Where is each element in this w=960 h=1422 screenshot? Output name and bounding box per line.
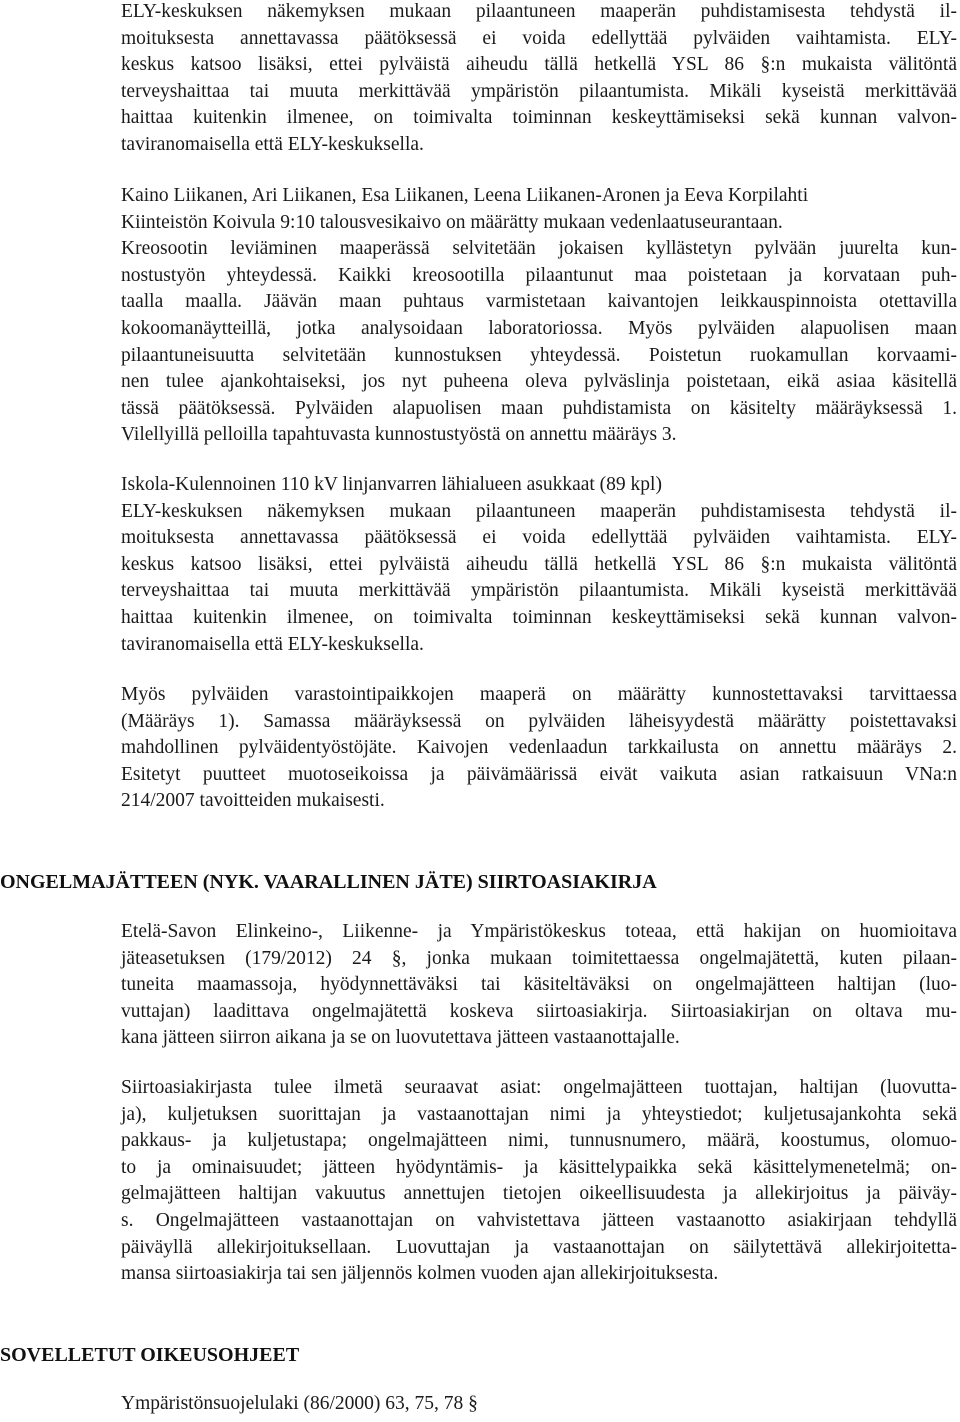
text-line: päiväyllä allekirjoituksellaan. Luovuttajan ja vastaanottajan on säilytettävä allekirjoitetta- bbox=[121, 1236, 957, 1258]
text-line: Kiinteistön Koivula 9:10 talousvesikaivo on määrätty mukaan vedenlaatuseurantaan. bbox=[121, 211, 783, 233]
paragraph-liikanen bbox=[121, 183, 957, 449]
text-line: pakkaus- ja kuljetustapa; ongelmajätteen nimi, tunnusnumero, määrä, koostumus, olomuo- bbox=[121, 1130, 957, 1152]
text-line: pilaantuneisuutta selvitetään kunnostuksen yhteydessä. Poistetun ruokamullan korvaami- bbox=[121, 344, 957, 366]
text-line: Etelä-Savon Elinkeino-, Liikenne- ja Ympäristökeskus toteaa, että hakijan on huomioitava bbox=[121, 921, 957, 942]
text-line: Myös pylväiden varastointipaikkojen maaperä on määrätty kunnostettavaksi tarvittaessa bbox=[121, 684, 957, 705]
paragraph-iskola-residents bbox=[121, 472, 957, 658]
paragraph-storage-sites bbox=[121, 682, 957, 815]
paragraph-transfer-document-contents bbox=[121, 1075, 957, 1288]
text-line: terveyshaittaa tai muuta merkittävää ympäristön pilaantumista. Mikäli kyseistä merkittävää bbox=[121, 80, 957, 102]
text-line: to ja ominaisuudet; jätteen hyödyntämis- ja käsittelypaikka sekä käsittelymenetelmä; on- bbox=[121, 1156, 957, 1178]
text-line: ja), kuljetuksen suorittajan ja vastaanottajan nimi ja yhteystiedot; kuljetusajankohta sekä bbox=[121, 1103, 957, 1125]
text-line: kana jätteen siirron aikana ja se on luovutettava jätteen vastaanottajalle. bbox=[121, 1027, 680, 1049]
text-line: haittaa kuitenkin ilmenee, on toimivalta toiminnan keskeyttämiseksi sekä kunnan valvon- bbox=[121, 606, 957, 628]
text-line: Kreosootin leviäminen maaperässä selvitetään jokaisen kyllästetyn pylvään juurelta kun- bbox=[121, 238, 957, 260]
text-line: mansa siirtoasiakirja tai sen jäljennös kolmen vuoden ajan allekirjoituksesta. bbox=[121, 1263, 719, 1285]
paragraph-ely-opinion-1 bbox=[121, 0, 957, 159]
text-line: kokoomanäytteillä, jotka analysoidaan laboratoriossa. Myös pylväiden alapuolisen maan bbox=[121, 317, 957, 339]
paragraph-applied-law bbox=[121, 1391, 957, 1418]
text-line: keskus katsoo lisäksi, ettei pylväistä aiheudu tällä hetkellä YSL 86 §:n mukaista välitöntä bbox=[121, 54, 957, 76]
text-line: moituksesta annettavassa päätöksessä ei voida edellyttää pylväiden vaihtamista. ELY- bbox=[121, 527, 957, 549]
text-line: Ympäristönsuojelulaki (86/2000) 63, 75, 78 § bbox=[121, 1393, 478, 1414]
text-line: taviranomaisella että ELY-keskuksella. bbox=[121, 633, 424, 655]
text-line: keskus katsoo lisäksi, ettei pylväistä aiheudu tällä hetkellä YSL 86 §:n mukaista välitöntä bbox=[121, 553, 957, 575]
paragraph-hazardous-waste-note bbox=[121, 919, 957, 1052]
text-line: 214/2007 tavoitteiden mukaisesti. bbox=[121, 790, 385, 812]
text-line: Kaino Liikanen, Ari Liikanen, Esa Liikanen, Leena Liikanen-Aronen ja Eeva Korpilahti bbox=[121, 185, 809, 206]
text-line: taviranomaisella että ELY-keskuksella. bbox=[121, 133, 424, 155]
text-line: Esitetyt puutteet muotoseikoissa ja päivämäärissä eivät vaikuta asian ratkaisuun VNa:n bbox=[121, 763, 957, 785]
text-line: Siirtoasiakirjasta tulee ilmetä seuraavat asiat: ongelmajätteen tuottajan, haltijan (luovutta- bbox=[121, 1077, 957, 1098]
text-line: jäteasetuksen (179/2012) 24 §, jonka mukaan toimitettaessa ongelmajätettä, kuten pilaan- bbox=[121, 947, 957, 969]
text-line: Iskola-Kulennoinen 110 kV linjanvarren lähialueen asukkaat (89 kpl) bbox=[121, 474, 662, 495]
text-line: haittaa kuitenkin ilmenee, on toimivalta toiminnan keskeyttämiseksi sekä kunnan valvon- bbox=[121, 107, 957, 129]
text-line: (Määräys 1). Samassa määräyksessä on pylväiden läheisyydestä määrätty poistettavaksi bbox=[121, 710, 957, 732]
text-line: ELY-keskuksen näkemyksen mukaan pilaantuneen maaperän puhdistamisesta tehdystä il- bbox=[121, 500, 957, 522]
text-line: nen tulee ajankohtaiseksi, jos nyt puheena oleva pylväslinja poistetaan, eikä asiaa käsitellä bbox=[121, 371, 957, 393]
text-line: Vilellyillä pelloilla tapahtuvasta kunnostustyöstä on annettu määräys 3. bbox=[121, 424, 677, 446]
text-line: tässä päätöksessä. Pylväiden alapuolisen maan puhdistamista on käsitelty määräyksessä 1. bbox=[121, 397, 957, 419]
text-line: tuneita maamassoja, hyödynnettäväksi tai käsiteltäväksi on ongelmajätteen haltijan (luo- bbox=[121, 974, 957, 996]
text-line: gelmajätteen haltijan vakuutus annettujen tietojen oikeellisuudesta ja allekirjoitus ja päiväy- bbox=[121, 1183, 957, 1205]
text-line: mahdollinen pylväidentyöstöjäte. Kaivojen vedenlaadun tarkkailusta on annettu määräys 2. bbox=[121, 737, 957, 759]
text-line: vuttajan) laadittava ongelmajätettä koskeva siirtoasiakirja. Siirtoasiakirjan on oltava mu- bbox=[121, 1000, 957, 1022]
section-heading-applied-legal-guidance: SOVELLETUT OIKEUSOHJEET bbox=[0, 1344, 300, 1366]
section-heading-waste-transfer: ONGELMAJÄTTEEN (NYK. VAARALLINEN JÄTE) SIIRTOASIAKIRJA bbox=[0, 871, 657, 893]
text-line: taalla maalla. Jäävän maan puhtaus varmistetaan kaivantojen leikkauspinnoista otettavilla bbox=[121, 291, 957, 313]
text-line: ELY-keskuksen näkemyksen mukaan pilaantuneen maaperän puhdistamisesta tehdystä il- bbox=[121, 1, 957, 22]
text-line: s. Ongelmajätteen vastaanottajan on vahvistettava jätteen vastaanotto asiakirjaan tehdyllä bbox=[121, 1209, 957, 1231]
text-line: moituksesta annettavassa päätöksessä ei voida edellyttää pylväiden vaihtamista. ELY- bbox=[121, 27, 957, 49]
text-line: nostustyön yhteydessä. Kaikki kreosootilla pilaantunut maa poistetaan ja korvataan puh- bbox=[121, 264, 957, 286]
text-line: terveyshaittaa tai muuta merkittävää ympäristön pilaantumista. Mikäli kyseistä merkittävää bbox=[121, 580, 957, 602]
